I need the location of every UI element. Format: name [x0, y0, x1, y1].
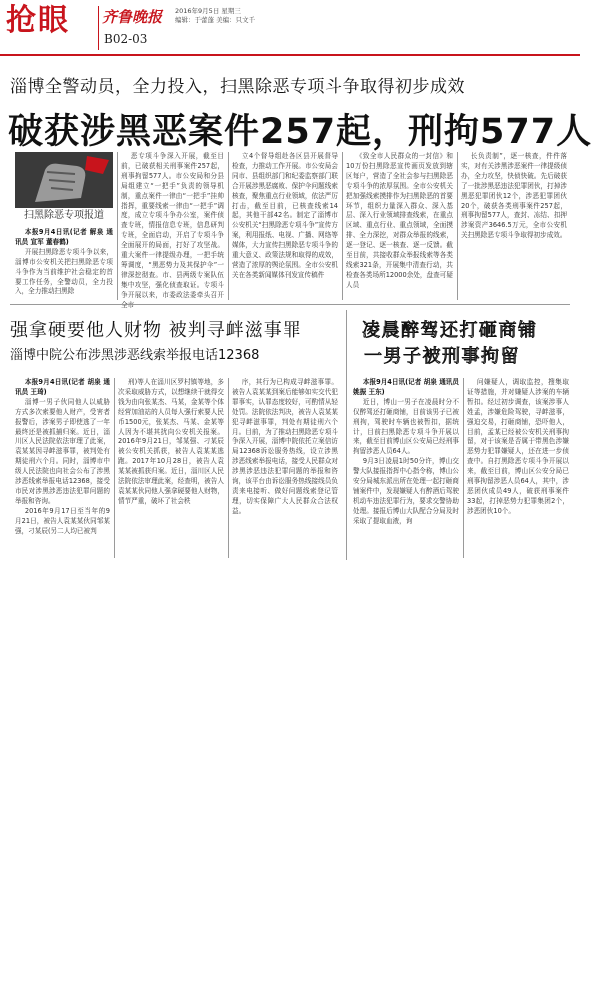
fist-photo-icon	[15, 152, 113, 208]
lead-headline: 破获涉黑恶案件257起，刑拘577人	[8, 112, 592, 152]
lead-photo	[15, 152, 113, 208]
header-meta	[175, 7, 255, 25]
story2-column-2	[118, 378, 224, 558]
lead-paragraph: 开展扫黑除恶专项斗争以来，淄博市公安机关把扫黑除恶专项斗争作为当前维护社会稳定的首要工作任务，全警动员，全力投入，全力推动扫黑除	[15, 247, 113, 296]
header-editors: 编辑：于蕾蓬 美编：只文千	[175, 16, 256, 24]
story3-headline-1: 凌晨醉驾还打砸商铺	[362, 320, 538, 341]
story3-paragraph: 问嫌疑人，调取监控，搜集取证等措施，并对嫌疑人涉案的车辆暂扣。经过初步调查，该案涉事人姓孟，涉嫌危险驾驶，寻衅滋事，强迫交易，打砸商铺，恐吓他人，目前，孟某已经被公安机关刑事拘留，对于该案是否属于带黑色涉嫌恶势力犯罪嫌疑人，还在进一步侦查中。自打黑除恶专项斗争开展以来，截至目前，博山区公安分局已刑事拘留涉恶人员64人，其中，涉恶团伙成员49人，破获刑事案件33起，打掉恶势力犯罪集团2个，涉恶团伙10个。	[467, 378, 569, 515]
lead-paragraph: 《致全市人民群众的一封信》和10万份扫黑除恶宣传画页发放到辖区每户，营造了全社会参与扫黑除恶专项斗争的浓厚氛围。全市公安机关把加强线索摸排作为扫黑除恶的首要环节，组织力量深入群众、深入基层、深入行业领域排查线索，在重点区域、重点行业、重点领域，全面摸排、全力深挖，对群众举报的线索，逐一登记、逐一核查、逐一反馈。截至目前，共接收群众举报线索等各类线索321条，开展集中清查行动，共检查各类场所12000余处，盘查可疑人员	[346, 152, 453, 289]
header-rule	[0, 54, 580, 56]
column-rule	[228, 152, 229, 300]
story3-column-2	[467, 378, 569, 558]
story3-paragraph: 9月3日凌晨1时50分许，博山交警大队接报指挥中心指令称，博山公安分局城东派出所在处理一起打砸商铺案件中，发现嫌疑人有醉酒后驾驶机动车违法犯罪行为，要求交警协助处理。接报后博山大队配合分局及时采取了提取血液，询	[353, 457, 459, 525]
column-rule	[114, 378, 115, 558]
lead-column-5	[461, 152, 567, 298]
story2-subtitle: 淄博中院公布涉黑涉恶线索举报电话12368	[10, 348, 260, 363]
lead-kicker: 淄博全警动员，全力投入，扫黑除恶专项斗争取得初步成效	[10, 77, 465, 97]
lead-column-4	[346, 152, 453, 298]
lead-column-3	[232, 152, 338, 298]
story2-paragraph: 2016年9月17日至当年的9月21日，被告人袁某某伙同邹某强，刁某辰(另二人均已被判	[15, 506, 110, 535]
story3-column-1	[353, 378, 459, 558]
section-title: 抢眼	[6, 3, 70, 38]
header-date: 2016年9月5日 星期三	[175, 7, 241, 15]
story2-paragraph: 序，其行为已构成寻衅滋事罪。被告人袁某某到案后能够如实交代犯罪事实，认罪态度较好，可酌情从轻处罚。法院依法判决，被告人袁某某犯寻衅滋事罪，判处有期徒刑六个月。目前，为了推动扫黑除恶专项斗争深入开展，淄博中院依托立案信访局12368诉讼服务热线，设立涉黑涉恶线索举报电话，接受人民群众对涉黑涉恶违法犯罪问题的举报和咨询，该平台由诉讼服务热线接线员负责来电接听、做好问题线索登记管理，切实保障广大人民群众合法权益。	[232, 378, 338, 515]
story2-paragraph: 淄博一男子伙同他人以威胁方式多次索要他人财产，受害者报警后，涉案男子即使逃了一年最终还是被抓捕归案。近日，淄川区人民法院依法审理了此案，袁某某因寻衅滋事罪，被判处有期徒刑六个月。同时，淄博市中级人民法院也向社会公布了涉黑涉恶线索举报电话12368，接受市民对涉黑涉恶违法犯罪问题的举报和咨询。	[15, 397, 110, 505]
lead-paragraph: 长负责制”，逐一核查，件件落实，对有关涉黑涉恶案件一律提级侦办，全力攻坚，快侦快破。先后破获了一批涉黑恶违法犯罪团伙，打掉涉黑恶犯罪团伙12个，涉恶犯罪团伙20个，破获各类刑事案件257起，刑事拘留577人，查封、冻结、扣押涉案资产3646.5万元，全市公安机关扫黑除恶专项斗争取得初步成效。	[461, 152, 567, 240]
page-header	[0, 0, 580, 56]
story2-byline: 本报9月4日讯(记者 胡泉 通讯员 王琦)	[15, 378, 110, 396]
column-rule	[117, 152, 118, 300]
lead-paragraph: 立4个督导组赴各区县开展督导检查，力推动工作开展。市公安局会同市、县组织部门和纪委监察部门联合开展涉黑恶腐败、保护伞问题线索核查，聚焦重点行业领域，依法严厉打击，截至目前，已核查线索14起，其他干部42名。制定了淄博市公安机关“扫黑除恶专项斗争”宣传方案，利用报纸、电视、广播、网络等媒体，大力宣传扫黑除恶专项斗争的重大意义、政策法规和取得的成效，营造了浓厚的舆论氛围。全市公安机关在各类新闻媒体刊发宣传稿件	[232, 152, 338, 279]
column-rule	[463, 378, 464, 558]
story3-byline: 本报9月4日讯(记者 胡泉 通讯员 姚振 王东)	[353, 378, 459, 396]
column-rule	[342, 152, 343, 300]
page-code: B02-03	[104, 32, 148, 46]
story2-headline: 强拿硬要他人财物 被判寻衅滋事罪	[10, 320, 302, 341]
lead-column-1	[15, 228, 113, 298]
lead-column-2	[121, 152, 224, 298]
story3-headline-2: 一男子被刑事拘留	[364, 346, 520, 367]
lead-byline: 本报9月4日讯(记者 解泉 通讯员 宣军 董春鹤)	[15, 228, 113, 246]
story2-column-3	[232, 378, 338, 558]
story3-paragraph: 近日，博山一男子在凌晨时分不仅醉驾还打砸商铺，目前该男子已被刑拘，驾驶时车辆也被暂扣，据统计，目前扫黑除恶专项斗争开展以来，截至目前博山区公安局已经刑事拘留涉恶人员64人。	[353, 397, 459, 456]
lead-paragraph: 恶专项斗争深入开展，截至目前，已破获相关刑事案件257起，刑事拘留577人。市公安局和分县局组建立“一把手”负责的领导机制，重点案件一律由“一把手”挂帅指挥，重要线索一律由“一把手”调度，成立专项斗争办公室，案件侦查专班，情报信息专班，信息研判专班，全面启动，开启了专项斗争全面展开的局面，打好了攻坚战。重大案件一律提级办理，一把手统筹调度，“黑恶势力及其保护伞”一律深挖彻查。市、县两级专案队伍集中攻坚，强化侦查取证。专项斗争开展以来，市委政法委牵头召开	[121, 152, 224, 299]
column-rule	[228, 378, 229, 558]
story-divider	[346, 310, 347, 560]
newspaper-logo: 齐鲁晚报	[102, 8, 163, 26]
header-divider	[98, 6, 99, 50]
story2-column-1	[15, 378, 110, 558]
section-divider	[10, 304, 570, 305]
column-rule	[457, 152, 458, 300]
story2-paragraph: 刑)等人在淄川区罗村镇等地，多次采取威胁方式，以想继续干就得交钱为由向张某杰、马某，金某等个体经营加油站的人员每人强行索要人民币1500元，张某杰、马某、金某等人因为不堪其扰向公安机关报案。2016年9月21日，邹某强、刁某辰被公安机关抓获，被告人袁某某逃跑。2017年10月28日，被告人袁某某被抓获归案。近日，淄川区人民法院依法审理此案，经查明，被告人袁某某伙同他人强拿硬要他人财物，情节严重，破坏了社会秩	[118, 378, 224, 505]
lead-photo-caption: 扫黑除恶专项报道	[24, 210, 104, 221]
